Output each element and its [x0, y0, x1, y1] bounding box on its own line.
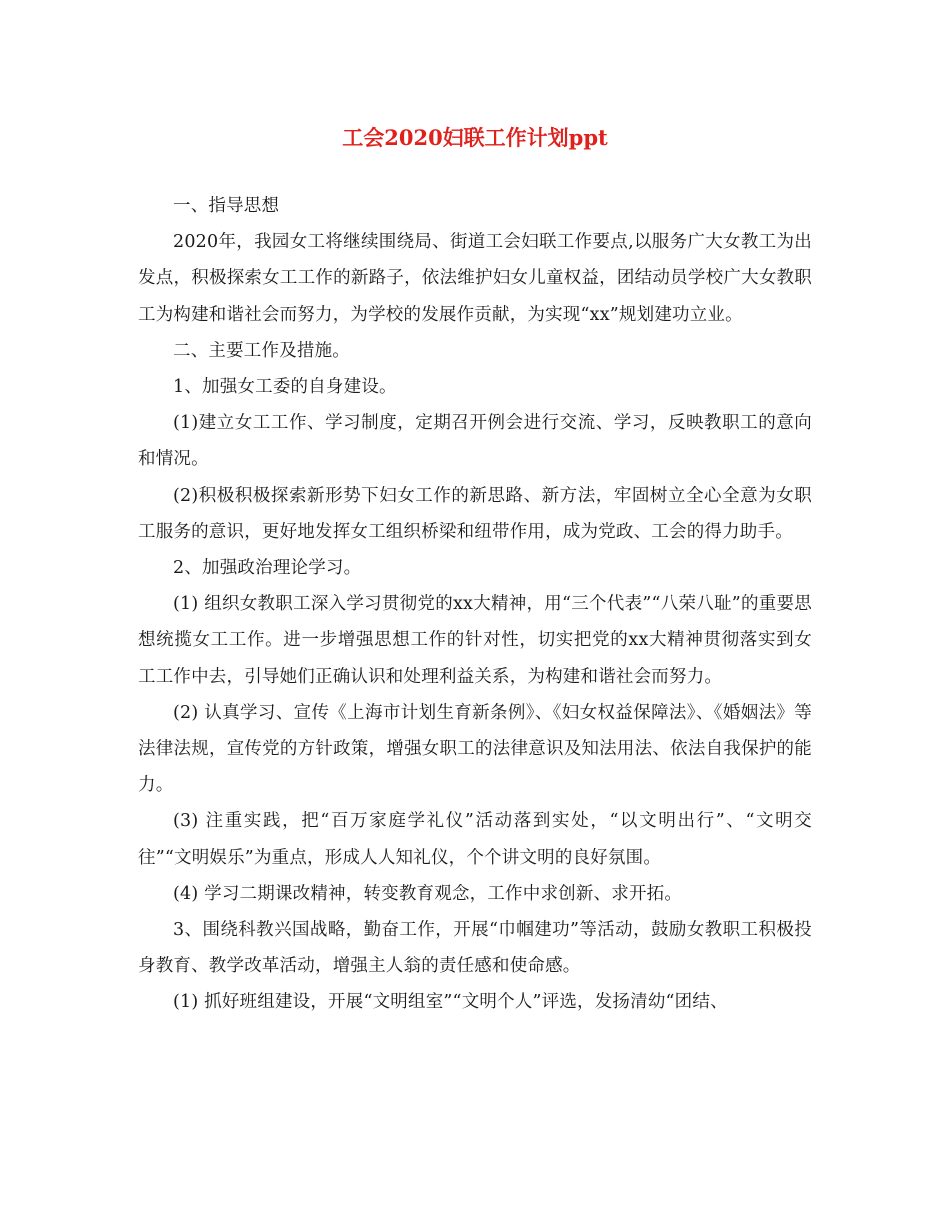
- paragraph: (2) 认真学习、宣传《上海市计划生育新条例》、《妇女权益保障法》、《婚姻法》等法律法规，宣传党的方针政策，增强女职工的法律意识及知法用法、依法自我保护的能力。: [138, 702, 812, 796]
- paragraph: (4) 学习二期课改精神，转变教育观念，工作中求创新、求开拓。: [173, 883, 683, 904]
- paragraph: (1)建立女工工作、学习制度，定期召开例会进行交流、学习，反映教职工的意向和情况。: [138, 413, 812, 470]
- paragraph-heading-main-work: 二、主要工作及措施。: [173, 340, 350, 361]
- paragraph: (2)积极积极探索新形势下妇女工作的新思路、新方法，牢固树立全心全意为女职工服务的意识，更好地发挥女工组织桥梁和纽带作用，成为党政、工会的得力助手。: [138, 485, 812, 542]
- paragraph: (1) 组织女教职工深入学习贯彻党的xx大精神，用“三个代表”“八荣八耻”的重要思想统揽女工工作。进一步增强思想工作的针对性，切实把党的xx大精神贯彻落实到女工工作中去，引导她们正确认识和处理利益关系，为构建和谐社会而努力。: [138, 594, 812, 687]
- paragraph: (1) 抓好班组建设，开展“文明组室”“文明个人”评选，发扬清幼“团结、: [173, 992, 728, 1013]
- paragraph: (3) 注重实践，把“百万家庭学礼仪”活动落到实处，“以文明出行”、“文明交往”“文明娱乐”为重点，形成人人知礼仪，个个讲文明的良好氛围。: [138, 811, 812, 868]
- document-title: 工会2020妇联工作计划ppt: [342, 125, 608, 150]
- document-body: [138, 188, 812, 1021]
- paragraph-subheading: 1、加强女工委的自身建设。: [173, 377, 397, 398]
- paragraph-subheading: 2、加强政治理论学习。: [173, 558, 362, 579]
- paragraph: 2020年，我园女工将继续围绕局、街道工会妇联工作要点,以服务广大女教工为出发点，积极探索女工工作的新路子，依法维护妇女儿童权益，团结动员学校广大女教职工为构建和谐社会而努力，为学校的发展作贡献，为实现“xx”规划建功立业。: [138, 232, 812, 325]
- paragraph-subheading: 3、围绕科教兴国战略，勤奋工作，开展“巾帼建功”等活动，鼓励女教职工积极投身教育、教学改革活动，增强主人翁的责任感和使命感。: [138, 920, 812, 977]
- paragraph-heading-guiding-thought: 一、指导思想: [173, 196, 280, 216]
